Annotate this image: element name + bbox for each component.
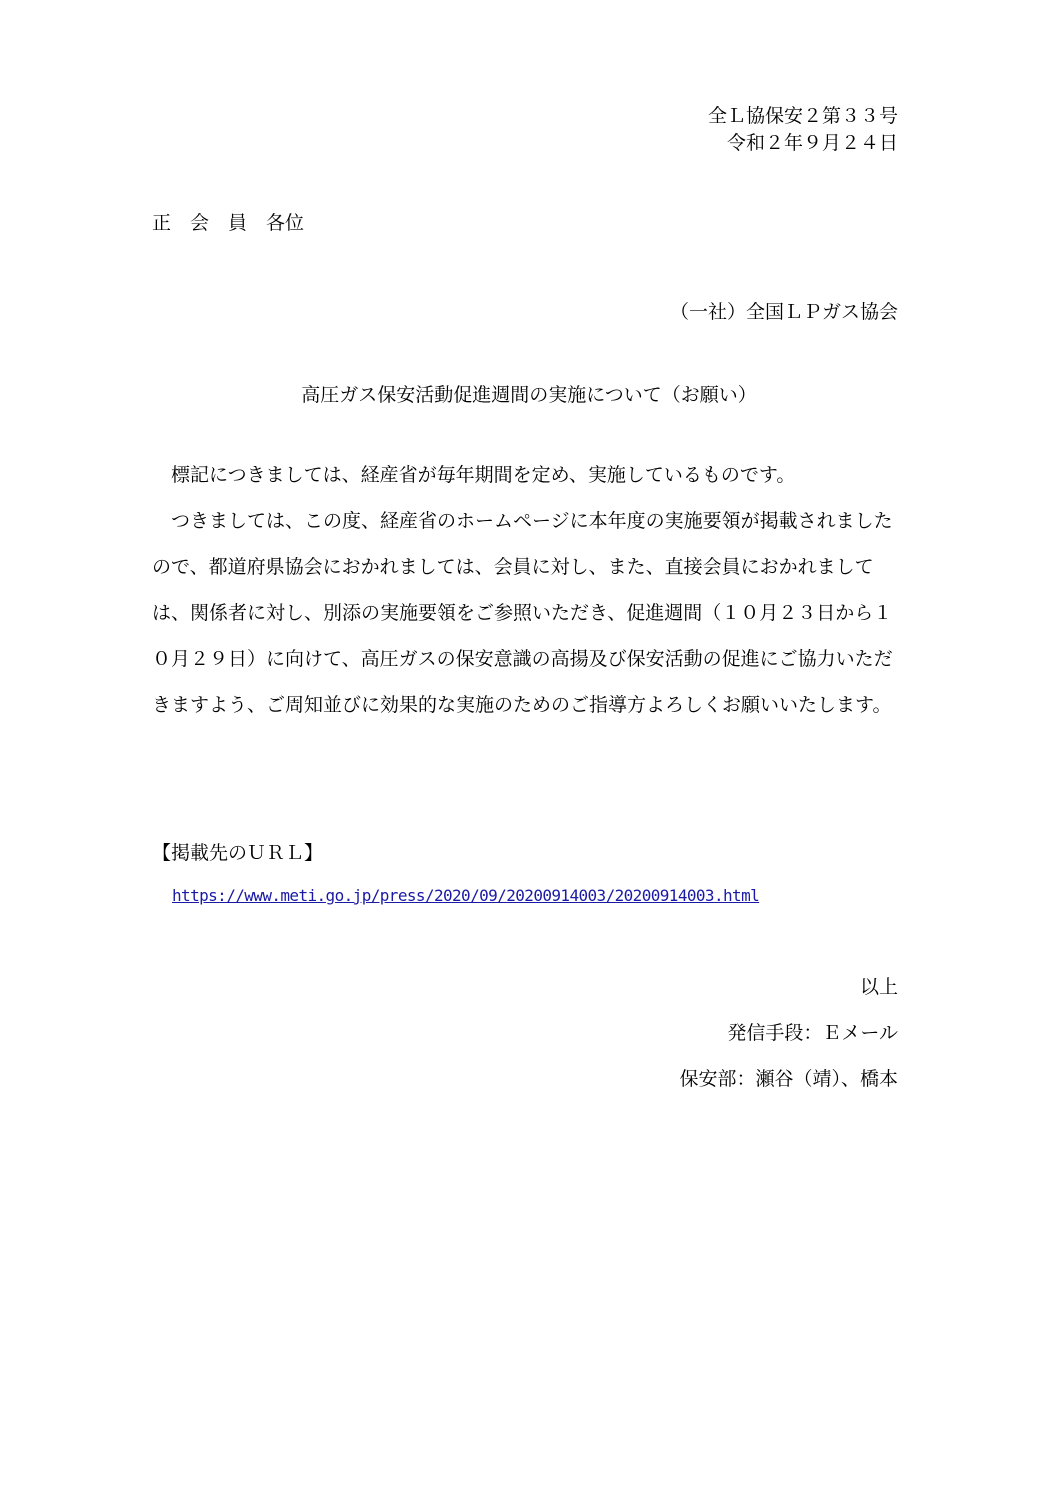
- meti-press-link[interactable]: https://www.meti.go.jp/press/2020/09/20200914003/20200914003.html: [172, 886, 760, 905]
- contact-info: 保安部：瀬谷（靖）、橋本: [679, 1068, 898, 1090]
- document-number: 全Ｌ協保安２第３３号: [707, 105, 898, 127]
- body-text: [152, 452, 898, 728]
- body-paragraph-1: 標記につきましては、経産省が毎年期間を定め、実施しているものです。: [171, 464, 796, 486]
- url-heading: 【掲載先のＵＲＬ】: [152, 842, 324, 864]
- addressee: 正 会 員 各位: [152, 212, 305, 234]
- sender-organization: （一社）全国ＬＰガス協会: [669, 301, 898, 323]
- closing-mark: 以上: [859, 976, 898, 998]
- document-title: 高圧ガス保安活動促進週間の実施について（お願い）: [301, 384, 757, 406]
- body-paragraph-2: つきましては、この度、経産省のホームページに本年度の実施要領が掲載されましたので、都道府県協会におかれましては、会員に対し、また、直接会員におかれましては、関係者に対し、別添の実施要領をご参照いただき、促進週間（１０月２３日から１０月２９日）に向けて、高圧ガスの保安意識の高揚及び保安活動の促進にご協力いただきますよう、ご周知並びに効果的な実施のためのご指導方よろしくお願いいたします。: [152, 510, 893, 716]
- sent-via: 発信手段：Ｅメール: [727, 1022, 898, 1044]
- document-date: 令和２年９月２４日: [726, 132, 898, 154]
